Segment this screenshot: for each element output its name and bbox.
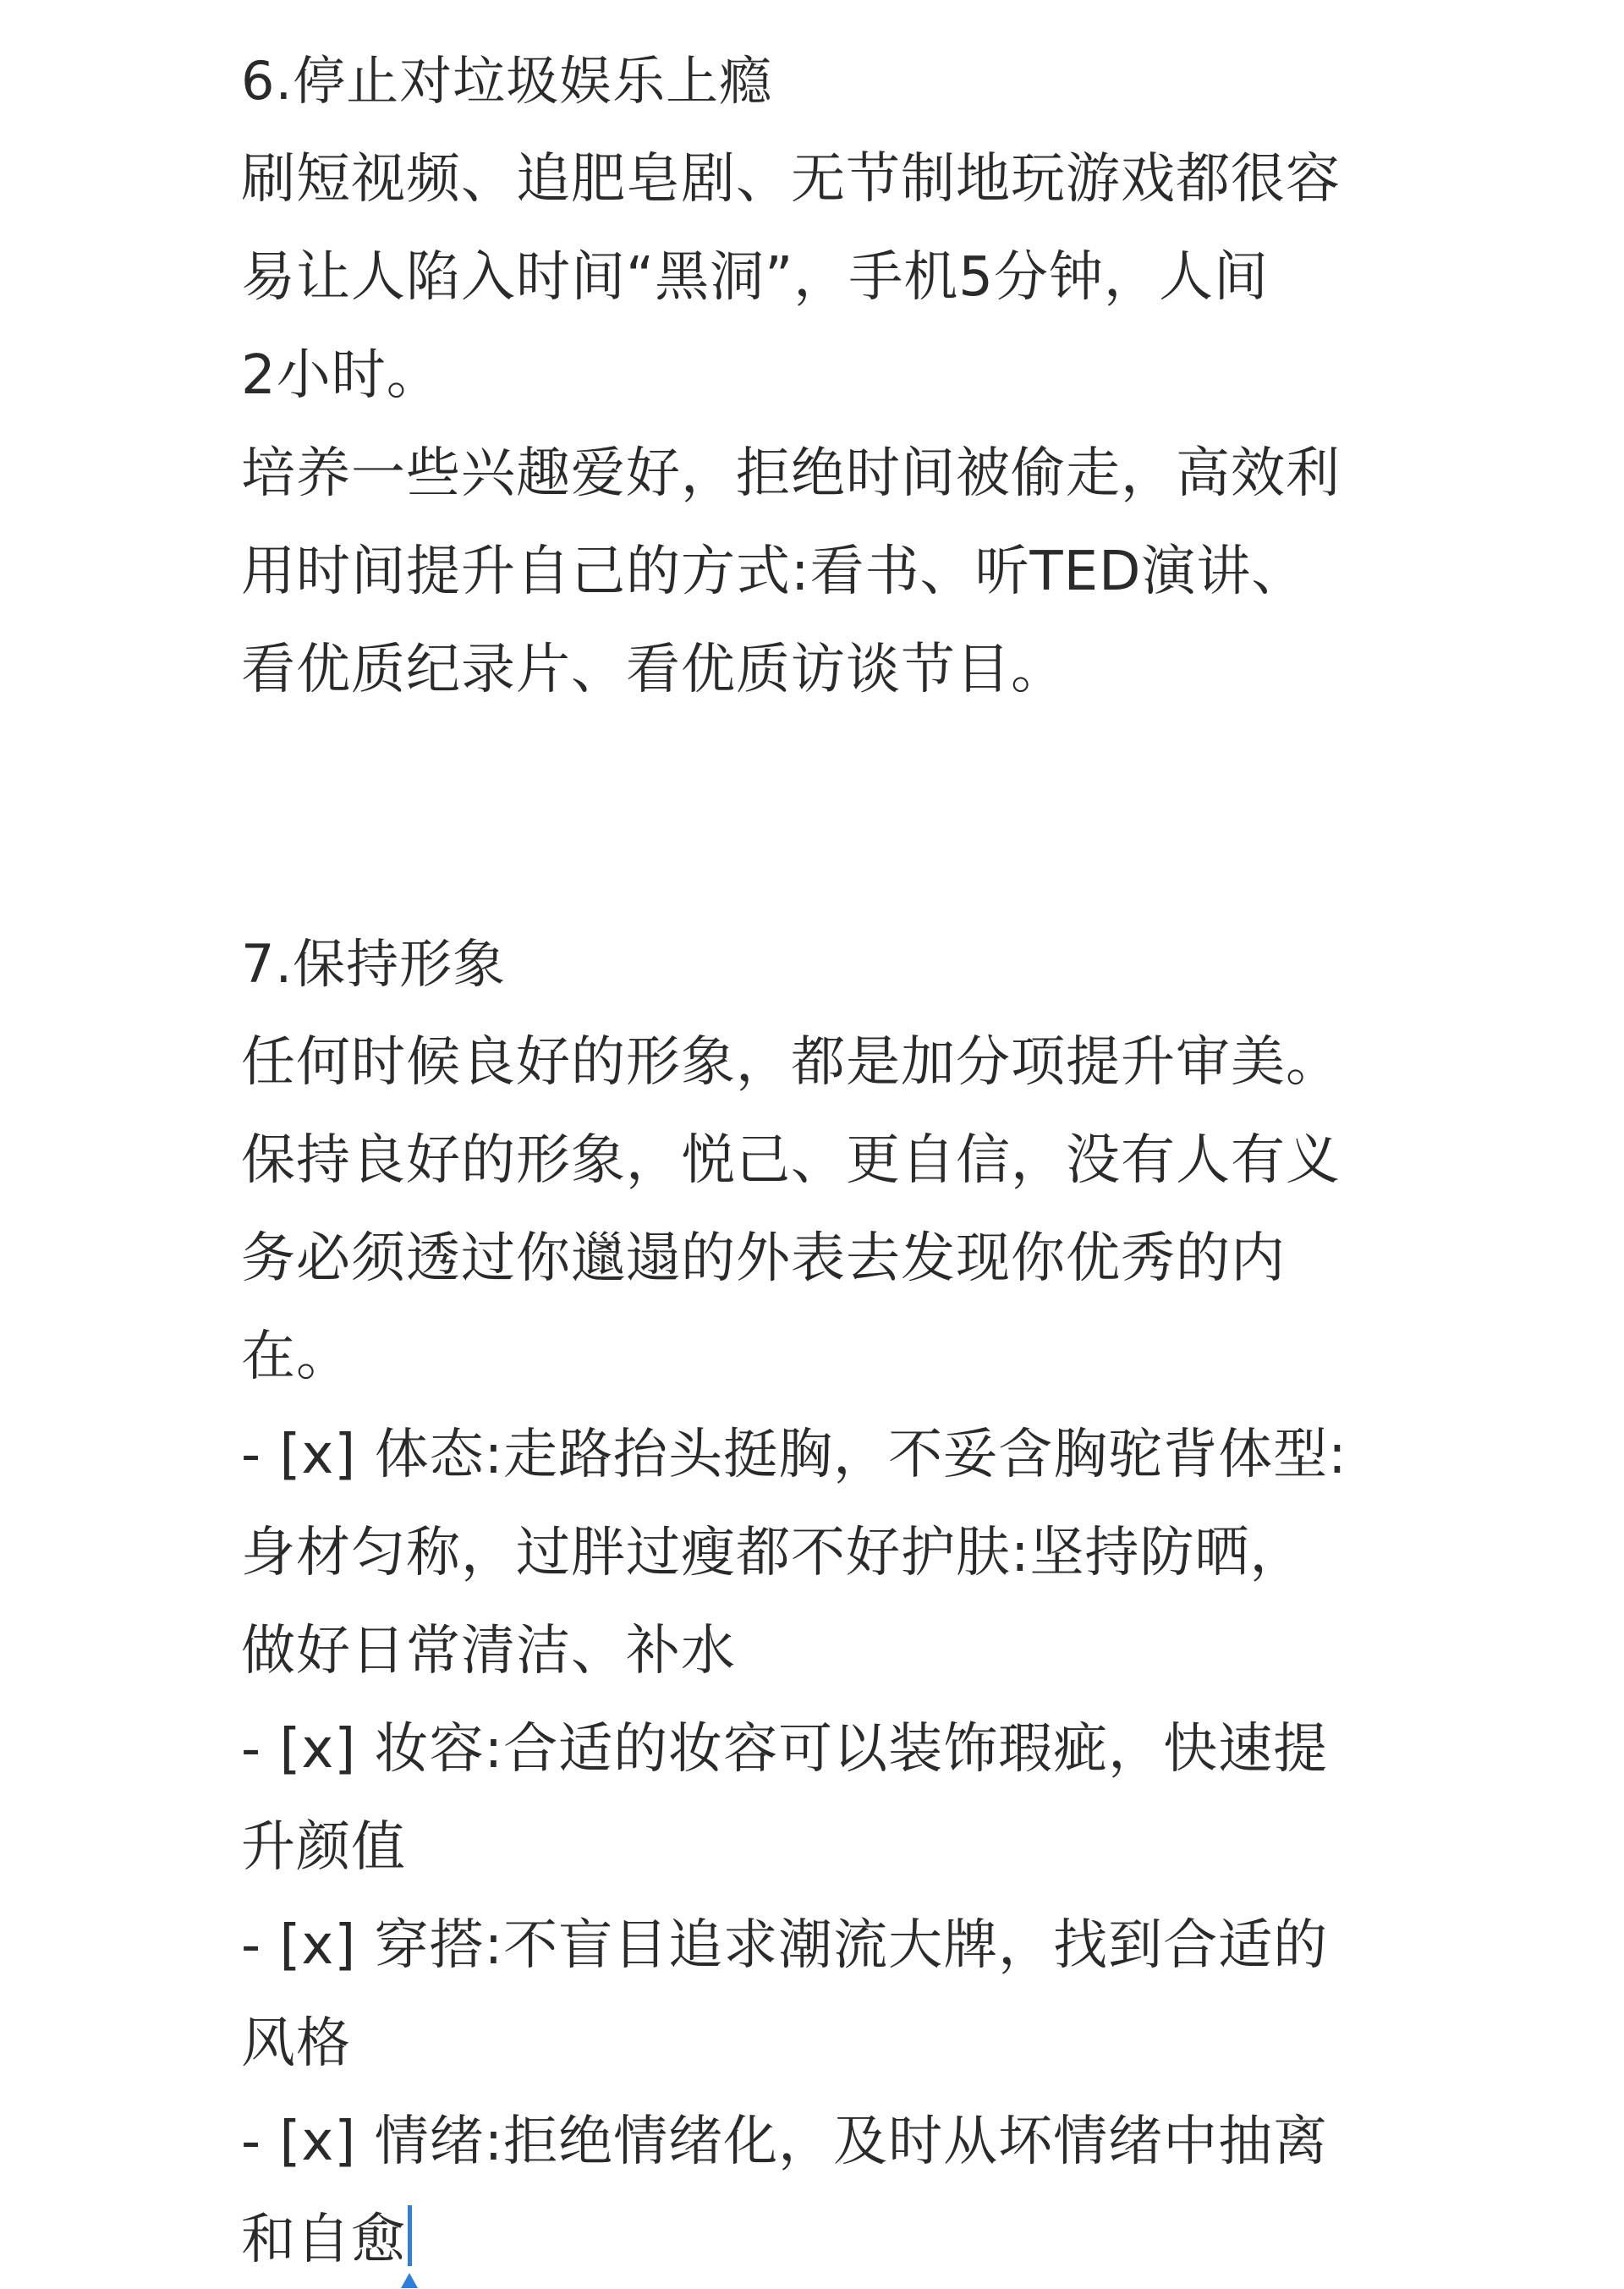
section-6-line: 用时间提升自己的方式:看书、听TED演讲、 [241,541,1307,603]
section-6-line: 2小时。 [241,344,442,407]
text-cursor-handle[interactable] [408,2205,412,2266]
section-7-line: 务必须透过你邋遢的外表去发现你优秀的内 [241,1227,1286,1290]
checklist-item-posture: - [x] 体态:走路抬头挺胸，不妥含胸驼背体型: [241,1424,1347,1486]
section-7-line: 保持良好的形象，悦己、更自信，没有人有义 [241,1129,1341,1192]
note-text-body[interactable] [241,32,1425,2289]
section-6-title: 6.停止对垃圾娱乐上瘾 [241,50,773,112]
section-6-line: 看优质纪录片、看优质访谈节目。 [241,639,1066,701]
checklist-item-makeup: - [x] 妆容:合适的妆容可以装饰瑕疵，快速提 [241,1718,1329,1781]
section-6-line: 易让人陷入时间“黑洞”，手机5分钟，人间 [241,246,1270,309]
checklist-item-emotion: - [x] 情绪:拒绝情绪化，及时从坏情绪中抽离 [241,2111,1329,2173]
last-line [241,2191,1425,2289]
section-7-line: 升颜值 [241,1816,406,1879]
section-7-line: 在。 [241,1326,351,1388]
last-line-text: 和自愈 [241,2209,406,2271]
section-7-line: 做好日常清洁、补水 [241,1620,736,1682]
section-7-line: 身材匀称，过胖过瘦都不好护肤:坚持防晒， [241,1522,1305,1584]
section-7-title: 7.保持形象 [241,933,507,995]
section-6-line: 刷短视频、追肥皂剧、无节制地玩游戏都很容 [241,148,1341,211]
section-7-line: 风格 [241,2012,351,2075]
checklist-item-outfit: - [x] 穿搭:不盲目追求潮流大牌，找到合适的 [241,1914,1329,1977]
section-6-line: 培养一些兴趣爱好，拒绝时间被偷走，高效利 [241,442,1341,505]
section-7-line: 任何时候良好的形象，都是加分项提升审美。 [241,1031,1341,1094]
paragraph-gap [241,719,1425,915]
